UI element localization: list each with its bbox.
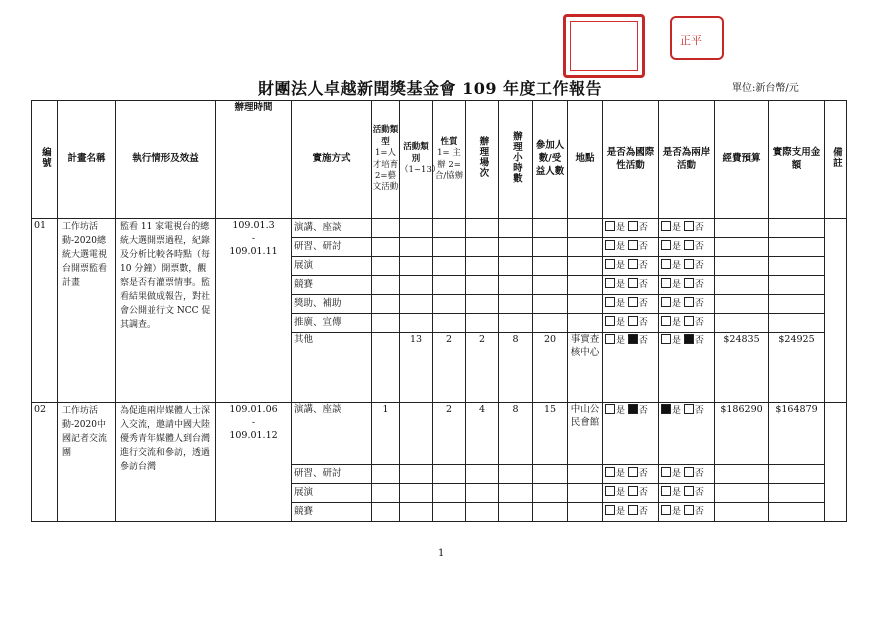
checkbox-no-checked[interactable] — [684, 334, 694, 344]
row1-hours: 8 — [499, 333, 533, 403]
method-label: 研習、研討 — [292, 238, 372, 257]
checkbox-no[interactable] — [628, 467, 638, 477]
checkbox-no[interactable] — [684, 505, 694, 515]
personal-seal — [670, 16, 724, 60]
row2-no: 02 — [32, 403, 58, 522]
cross-checkbox[interactable]: 是 否 — [659, 503, 715, 522]
col-no: 編號 — [39, 146, 51, 168]
checkbox-no-checked[interactable] — [628, 334, 638, 344]
currency-unit: 單位:新台幣/元 — [732, 83, 799, 94]
checkbox-yes[interactable] — [605, 404, 615, 414]
col-type-title: 活動類型 — [372, 125, 399, 147]
col-remark: 備註 — [830, 146, 842, 168]
row2-time-end: 109.01.12 — [229, 429, 278, 441]
row1-time — [216, 219, 292, 403]
checkbox-yes[interactable] — [661, 259, 671, 269]
row1-time-end: 109.01.11 — [229, 245, 278, 257]
row1-budget: $24835 — [715, 333, 769, 403]
row1-time-start: 109.01.3 — [232, 220, 275, 231]
intl-checkbox[interactable]: 是 否 — [603, 403, 659, 465]
row2-budget: $186290 — [715, 403, 769, 465]
row2-time-dash: - — [251, 416, 256, 428]
method-label: 推廣、宣傳 — [292, 314, 372, 333]
col-cat-note: （1~13） — [400, 165, 441, 176]
checkbox-yes[interactable] — [661, 221, 671, 231]
intl-checkbox[interactable]: 是 否 — [603, 333, 659, 403]
checkbox-no-checked[interactable] — [628, 404, 638, 414]
row1-actual: $24925 — [769, 333, 825, 403]
cross-checkbox[interactable]: 是 否 — [659, 333, 715, 403]
intl-checkbox[interactable]: 是 否 — [603, 503, 659, 522]
col-nature-note: 1= 主辦 2=合/協辦 — [434, 148, 464, 181]
method-label: 競賽 — [292, 503, 372, 522]
checkbox-yes[interactable] — [605, 467, 615, 477]
page-number: 1 — [438, 548, 445, 559]
row2-time — [216, 403, 292, 522]
method-label: 展演 — [292, 257, 372, 276]
checkbox-yes[interactable] — [661, 467, 671, 477]
intl-checkbox[interactable]: 是 否 — [603, 219, 659, 238]
col-cross: 是否為兩岸活動 — [659, 101, 715, 219]
row2-plan: 工作坊活動-2020中國記者交流團 — [58, 403, 116, 522]
method-label: 研習、研討 — [292, 465, 372, 484]
row1-time-dash: - — [251, 232, 256, 244]
row1-sessions: 2 — [466, 333, 499, 403]
checkbox-no[interactable] — [684, 467, 694, 477]
checkbox-yes[interactable] — [661, 316, 671, 326]
row1-nature: 2 — [433, 333, 466, 403]
checkbox-no[interactable] — [684, 297, 694, 307]
checkbox-no[interactable] — [684, 316, 694, 326]
col-time: 辦理時間 — [216, 101, 292, 219]
checkbox-yes[interactable] — [661, 278, 671, 288]
checkbox-yes[interactable] — [605, 316, 615, 326]
checkbox-no[interactable] — [684, 221, 694, 231]
checkbox-no[interactable] — [684, 486, 694, 496]
checkbox-no[interactable] — [628, 486, 638, 496]
checkbox-no[interactable] — [628, 316, 638, 326]
col-intl: 是否為國際性活動 — [603, 101, 659, 219]
intl-checkbox[interactable]: 是 否 — [603, 295, 659, 314]
col-cat — [400, 101, 441, 219]
checkbox-no[interactable] — [684, 404, 694, 414]
col-actual: 實際支用金額 — [769, 101, 825, 219]
cross-checkbox[interactable]: 是 否 — [659, 314, 715, 333]
row1-no: 01 — [32, 219, 58, 403]
row2-actual: $164879 — [769, 403, 825, 465]
col-plan: 計畫名稱 — [58, 101, 116, 219]
checkbox-yes[interactable] — [605, 259, 615, 269]
checkbox-yes[interactable] — [661, 505, 671, 515]
intl-checkbox[interactable]: 是 否 — [603, 276, 659, 295]
checkbox-no[interactable] — [628, 259, 638, 269]
checkbox-yes[interactable] — [605, 486, 615, 496]
cross-checkbox[interactable]: 是 否 — [659, 276, 715, 295]
row1-exec: 監看 11 家電視台的總統大選開票過程，紀錄及分析比較各時點（每 10 分鐘）開票數，觀察是否有灌票情事。監看結果做成報告，對社會公開並行文 NCC 促其調查。 — [116, 219, 216, 403]
col-nature-title: 性質 — [440, 136, 458, 147]
intl-checkbox[interactable]: 是 否 — [603, 465, 659, 484]
row2-sessions: 4 — [466, 403, 499, 465]
cross-checkbox[interactable]: 是 否 — [659, 403, 715, 465]
checkbox-no[interactable] — [628, 297, 638, 307]
col-people: 參加人數/受益人數 — [533, 101, 568, 219]
row1-plan: 工作坊活動-2020總統大選電視台開票監看計畫 — [58, 219, 116, 403]
checkbox-yes[interactable] — [661, 486, 671, 496]
checkbox-yes[interactable] — [605, 297, 615, 307]
work-report-table — [31, 100, 847, 522]
checkbox-yes[interactable] — [661, 334, 671, 344]
table-row — [32, 403, 847, 465]
col-method: 實施方式 — [292, 101, 372, 219]
col-exec: 執行情形及效益 — [116, 101, 216, 219]
cross-checkbox[interactable]: 是 否 — [659, 484, 715, 503]
checkbox-no[interactable] — [684, 259, 694, 269]
col-sessions: 辦理場次 — [477, 136, 489, 179]
intl-checkbox[interactable]: 是 否 — [603, 257, 659, 276]
checkbox-yes[interactable] — [605, 240, 615, 250]
method-label: 獎助、補助 — [292, 295, 372, 314]
intl-checkbox[interactable]: 是 否 — [603, 314, 659, 333]
cross-checkbox[interactable]: 是 否 — [659, 465, 715, 484]
row1-place: 事實查核中心 — [568, 333, 603, 403]
row2-hours: 8 — [499, 403, 533, 465]
intl-checkbox[interactable]: 是 否 — [603, 238, 659, 257]
row1-cat: 13 — [400, 333, 433, 403]
checkbox-yes[interactable] — [661, 240, 671, 250]
col-type-note: 1=人才培育 2=藝文活動 — [372, 148, 399, 193]
table-row — [32, 219, 847, 238]
row2-exec: 為促進兩岸媒體人士深入交流，邀請中國大陸優秀青年媒體人到台灣進行交流和參訪，透過參訪台灣 — [116, 403, 216, 522]
page-title: 財團法人卓越新聞獎基金會 109 年度工作報告 — [258, 79, 603, 98]
checkbox-yes[interactable] — [605, 334, 615, 344]
row2-time-start: 109.01.06 — [229, 404, 278, 415]
cross-checkbox[interactable]: 是 否 — [659, 238, 715, 257]
seal-text: 正平 — [680, 34, 702, 47]
official-seal — [563, 14, 645, 78]
checkbox-yes[interactable] — [605, 278, 615, 288]
cross-checkbox[interactable]: 是 否 — [659, 257, 715, 276]
method-label: 演講、座談 — [292, 219, 372, 238]
row2-people: 15 — [533, 403, 568, 465]
checkbox-yes[interactable] — [661, 297, 671, 307]
checkbox-no[interactable] — [684, 240, 694, 250]
row2-type: 1 — [372, 403, 400, 465]
col-nature — [433, 101, 466, 219]
method-label: 展演 — [292, 484, 372, 503]
col-type — [372, 101, 400, 219]
col-place: 地點 — [568, 101, 603, 219]
col-cat-title: 活動類別 — [403, 142, 429, 164]
col-budget: 經費預算 — [715, 101, 769, 219]
checkbox-no[interactable] — [628, 278, 638, 288]
intl-checkbox[interactable]: 是 否 — [603, 484, 659, 503]
method-label: 演講、座談 — [292, 403, 372, 465]
row2-nature: 2 — [433, 403, 466, 465]
checkbox-no[interactable] — [684, 278, 694, 288]
checkbox-no[interactable] — [628, 221, 638, 231]
checkbox-no[interactable] — [628, 240, 638, 250]
row2-place: 中山公民會館 — [568, 403, 603, 465]
cross-checkbox[interactable]: 是 否 — [659, 295, 715, 314]
checkbox-no[interactable] — [628, 505, 638, 515]
checkbox-yes[interactable] — [605, 221, 615, 231]
method-label: 競賽 — [292, 276, 372, 295]
cross-checkbox[interactable]: 是 否 — [659, 219, 715, 238]
row1-people: 20 — [533, 333, 568, 403]
col-hours: 辦理小時數 — [510, 130, 522, 184]
table-header-row — [32, 101, 847, 219]
checkbox-yes-checked[interactable] — [661, 404, 671, 414]
checkbox-yes[interactable] — [605, 505, 615, 515]
method-label: 其他 — [292, 333, 372, 403]
